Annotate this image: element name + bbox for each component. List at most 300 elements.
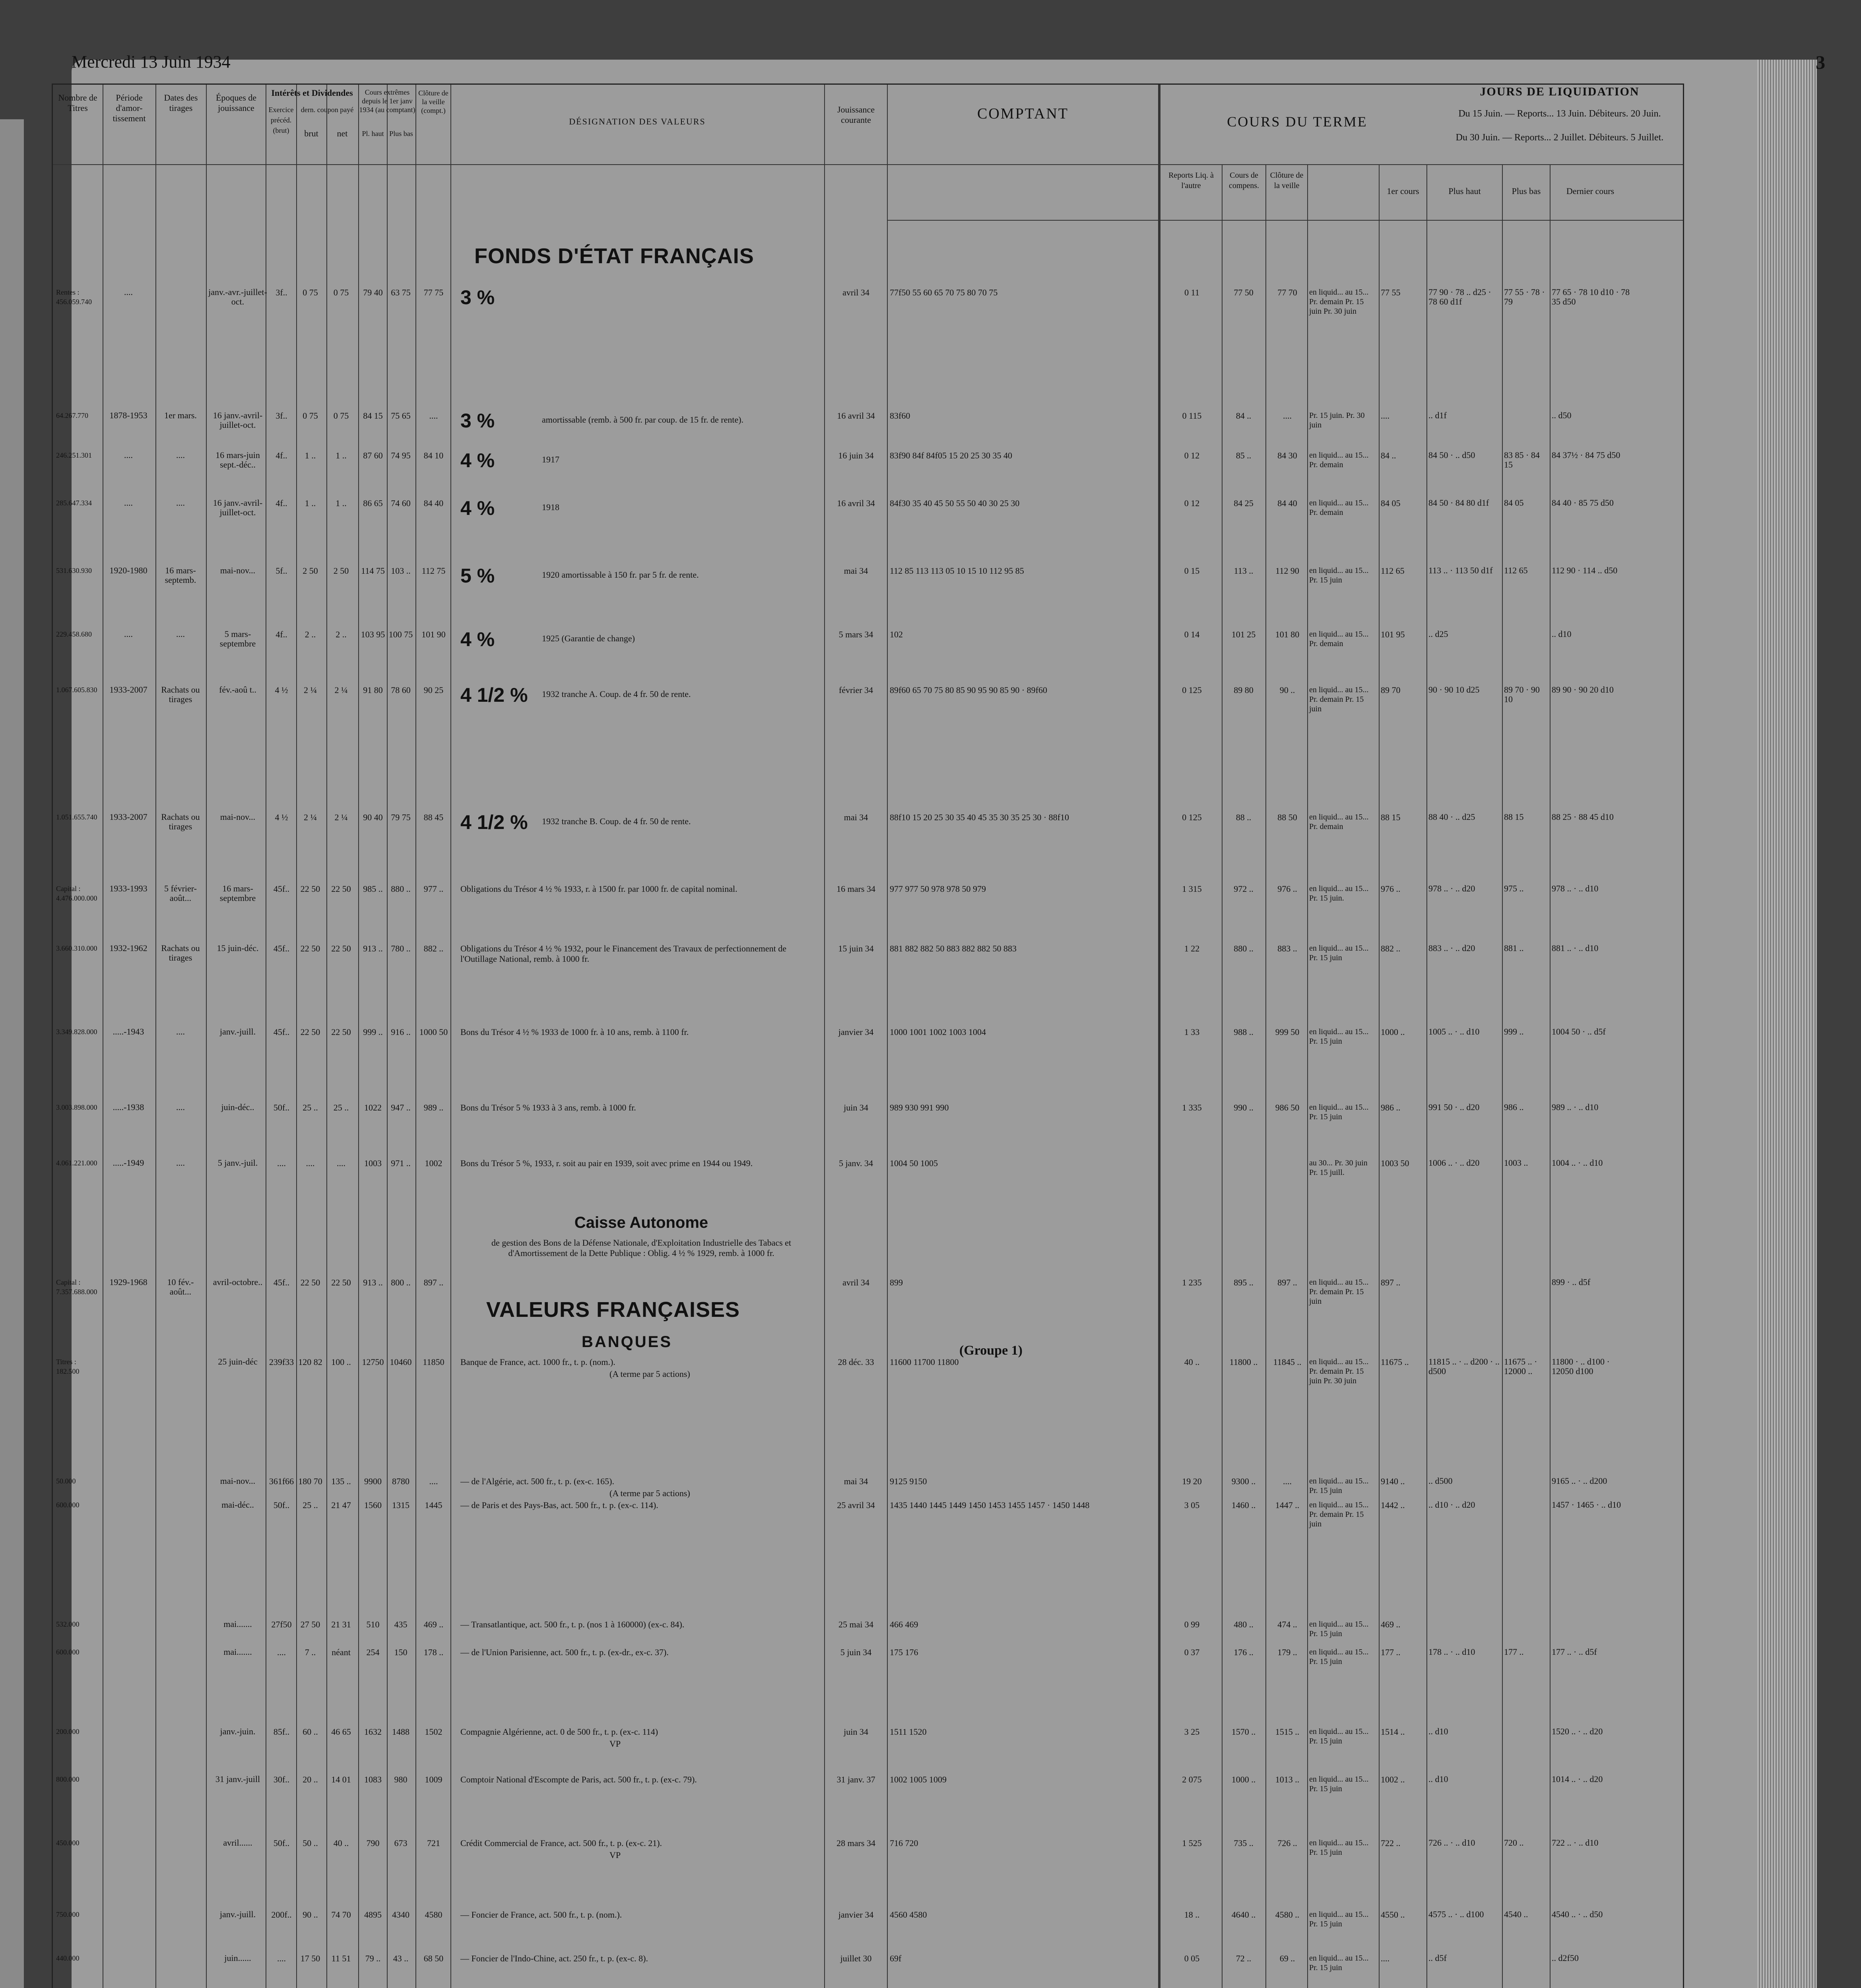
plus-haut-terme: 77 90 · 78 .. d25 · 78 60 d1f (1428, 287, 1491, 307)
cours-plus-bas: 8780 (392, 1476, 409, 1486)
cloture-veille: 101 90 (421, 629, 446, 639)
table-row (53, 1277, 1683, 1306)
cours-compens: 4640 .. (1231, 1910, 1256, 1920)
nombre-titres: 3.660.310.000 (56, 944, 97, 952)
col-header-net: net (337, 128, 348, 138)
cours-compens: 1000 .. (1231, 1774, 1256, 1784)
dernier-cours: 989 .. · .. d10 (1552, 1102, 1599, 1112)
table-row (53, 1727, 1683, 1751)
cloture-veille-terme: 179 .. (1277, 1647, 1297, 1657)
cours-compens: 89 80 (1234, 685, 1254, 695)
comptant-cours: 84f30 35 40 45 50 55 50 40 30 25 30 (890, 498, 1020, 508)
cloture-veille: 1502 (425, 1727, 442, 1737)
exercice-precedent: 50f.. (273, 1103, 290, 1112)
jouissance-courante: 28 déc. 33 (838, 1357, 874, 1367)
coupon-brut: 1 .. (305, 450, 316, 460)
exercice-precedent: 200f.. (271, 1910, 292, 1920)
col-header-dern-coupon: dern. coupon payé (301, 106, 354, 114)
cours-plus-bas: 150 (394, 1647, 408, 1657)
liquidation-labels: en liquid... au 15... Pr. demain Pr. 15 juin (1309, 1501, 1369, 1528)
comptant-cours: 1002 1005 1009 (890, 1774, 947, 1784)
reports: 1 22 (1184, 944, 1200, 953)
coupon-brut: 7 .. (305, 1647, 316, 1657)
cloture-veille-terme: 4580 .. (1275, 1910, 1300, 1920)
col-header-periode: Période d'amor- tissement (113, 93, 146, 123)
dernier-cours: 9165 .. · .. d200 (1552, 1476, 1607, 1486)
col-header-jouissance: Jouissance courante (837, 105, 875, 125)
coupon-brut: 27 50 (300, 1619, 320, 1629)
jouissance-courante: février 34 (838, 685, 873, 695)
nombre-titres: 229.458.680 (56, 630, 92, 638)
designation-detail: VP (609, 1850, 621, 1860)
cloture-veille-terme: .... (1283, 1476, 1292, 1486)
cours-compens: 176 .. (1234, 1647, 1254, 1657)
cours-plus-haut: 79 40 (363, 287, 383, 297)
liquidation-labels: en liquid... au 15... Pr. 15 juin (1309, 1910, 1369, 1928)
table-row (53, 498, 1683, 522)
periode-amortissement: 1920-1980 (109, 565, 147, 575)
cours-plus-bas: 971 .. (391, 1158, 411, 1168)
designation: — Foncier de France, act. 500 fr., t. p. (nom.). (460, 1910, 622, 1920)
designation: Banque de France, act. 1000 fr., t. p. (nom.). (460, 1357, 615, 1367)
cloture-veille-terme: 883 .. (1277, 944, 1297, 953)
col-header-designation: DÉSIGNATION DES VALEURS (569, 116, 706, 126)
cloture-veille-terme: 88 50 (1277, 812, 1297, 822)
designation: 3 % (460, 286, 495, 309)
reports: 19 20 (1182, 1476, 1202, 1486)
cloture-veille-terme: 976 .. (1277, 884, 1297, 894)
cloture-veille: 1445 (425, 1500, 442, 1510)
premier-cours: 722 .. (1381, 1838, 1401, 1848)
cours-plus-haut: 86 65 (363, 498, 383, 508)
dates-tirages: Rachats ou tirages (161, 812, 200, 831)
periode-amortissement: .... (124, 629, 133, 639)
col-rule (1222, 164, 1223, 1988)
col-header-comptant: COMPTANT (977, 105, 1069, 122)
exercice-precedent: 4f.. (276, 450, 287, 460)
left-page-edge (0, 119, 24, 1988)
cloture-veille: 112 75 (421, 566, 446, 576)
cloture-veille-terme: 112 90 (1275, 566, 1299, 576)
premier-cours: .... (1381, 1953, 1389, 1963)
cours-plus-bas: 780 .. (391, 944, 411, 953)
premier-cours: 882 .. (1381, 944, 1401, 953)
cours-compens: 1460 .. (1231, 1500, 1256, 1510)
cloture-veille-terme: 474 .. (1277, 1619, 1297, 1629)
premier-cours: 469 .. (1381, 1619, 1401, 1629)
coupon-net: 40 .. (333, 1838, 349, 1848)
coupon-brut: 1 .. (305, 498, 316, 508)
epoque-jouissance: 5 mars-septembre (219, 629, 256, 648)
nombre-titres: Capital : 4.476.000.000 (56, 885, 97, 902)
reports: 1 315 (1182, 884, 1202, 894)
liquidation-labels: en liquid... au 15... Pr. demain Pr. 15 juin Pr. 30 juin (1309, 288, 1369, 316)
liquidation-line-1: Du 15 Juin. — Reports... 13 Juin. Débiteurs. 20 Juin. (1458, 109, 1661, 119)
cloture-veille: 68 50 (423, 1953, 444, 1963)
designation-detail: 1932 tranche A. Coup. de 4 fr. 50 de rente. (542, 689, 691, 699)
coupon-net: 0 75 (333, 411, 349, 421)
cours-plus-haut: 913 .. (363, 1277, 383, 1287)
dernier-cours: 1520 .. · .. d20 (1552, 1726, 1603, 1736)
jouissance-courante: juin 34 (844, 1103, 868, 1112)
exercice-precedent: 5f.. (276, 566, 287, 576)
cloture-veille: .... (429, 411, 438, 421)
coupon-brut: 2 ¼ (304, 685, 317, 695)
epoque-jouissance: janv.-avr.-juillet-oct. (208, 287, 267, 307)
designation: 3 % (460, 410, 495, 432)
dernier-cours: 1004 50 · .. d5f (1552, 1027, 1606, 1037)
comptant-cours: 716 720 (890, 1838, 918, 1848)
col-header-nombre: Nombre de Titres (58, 93, 97, 113)
dernier-cours: 88 25 · 88 45 d10 (1552, 812, 1614, 822)
epoque-jouissance: juin-déc.. (221, 1102, 254, 1112)
plus-bas-terme: 1003 .. (1504, 1158, 1528, 1168)
designation: Compagnie Algérienne, act. 0 de 500 fr., t. p. (ex-c. 114) (460, 1727, 658, 1737)
dernier-cours: 1004 .. · .. d10 (1552, 1158, 1603, 1168)
col-header-plus-haut: Pl. haut (362, 130, 384, 138)
periode-amortissement: 1933-2007 (109, 685, 147, 695)
cours-compens: 72 .. (1236, 1953, 1252, 1963)
jouissance-courante: juillet 30 (840, 1953, 872, 1963)
plus-haut-terme: 1005 .. · .. d10 (1428, 1027, 1480, 1037)
comptant-cours: 89f60 65 70 75 80 85 90 95 90 85 90 · 89f60 (890, 685, 1047, 695)
cours-plus-bas: 78 60 (391, 685, 411, 695)
cloture-veille-terme: 1515 .. (1275, 1727, 1300, 1737)
plus-haut-terme: 978 .. · .. d20 (1428, 883, 1475, 893)
dernier-cours: .. d10 (1552, 629, 1572, 639)
dernier-cours: 722 .. · .. d10 (1552, 1838, 1599, 1848)
table-row (53, 1838, 1683, 1862)
coupon-net: 46 65 (331, 1727, 351, 1737)
designation: 4 1/2 % (460, 811, 528, 833)
coupon-brut: 2 50 (303, 566, 318, 576)
plus-haut-terme: 90 · 90 10 d25 (1428, 685, 1480, 695)
dernier-cours: 84 37½ · 84 75 d50 (1552, 450, 1620, 460)
epoque-jouissance: janv.-juin. (220, 1726, 256, 1736)
coupon-brut: .... (306, 1158, 315, 1168)
cloture-veille-terme: 101 80 (1275, 629, 1300, 639)
liquidation-labels: en liquid... au 15... Pr. 15 juin (1309, 944, 1369, 962)
cours-plus-bas: 75 65 (391, 411, 411, 421)
plus-haut-terme: .. d500 (1428, 1476, 1453, 1486)
designation-detail: 1918 (542, 502, 559, 512)
reports: 1 335 (1182, 1103, 1202, 1112)
premier-cours: 88 15 (1381, 812, 1401, 822)
designation-detail: amortissable (remb. à 500 fr. par coup. de 15 fr. de rente). (542, 415, 744, 425)
nombre-titres: 532.000 (56, 1620, 80, 1628)
nombre-titres: 800.000 (56, 1775, 80, 1783)
epoque-jouissance: janv.-juill. (219, 1027, 256, 1037)
exercice-precedent: 45f.. (273, 1027, 290, 1037)
table-row (53, 450, 1683, 474)
dernier-cours: 1457 · 1465 · .. d10 (1552, 1500, 1621, 1510)
page-number: 3 (1816, 52, 1825, 73)
jouissance-courante: mai 34 (844, 1476, 868, 1486)
coupon-net: 22 50 (331, 944, 351, 953)
cours-plus-haut: 79 .. (365, 1953, 381, 1963)
table-row (53, 812, 1683, 836)
dates-tirages: Rachats ou tirages (161, 943, 200, 963)
table-row (53, 944, 1683, 967)
cloture-veille-terme: 999 50 (1275, 1027, 1300, 1037)
cours-plus-bas: 4340 (392, 1910, 409, 1920)
comptant-cours: 881 882 882 50 883 882 882 50 883 (890, 944, 1017, 953)
nombre-titres: 50.000 (56, 1477, 76, 1485)
plus-bas-terme: 77 55 · 78 · 79 (1504, 287, 1545, 307)
periode-amortissement: .... (124, 287, 133, 297)
cours-plus-haut: 790 (366, 1838, 380, 1848)
liquidation-labels: en liquid... au 15... Pr. demain (1309, 451, 1369, 469)
cours-compens: 113 .. (1234, 566, 1254, 576)
plus-bas-terme: 999 .. (1504, 1027, 1524, 1037)
cloture-veille-terme: 84 30 (1277, 450, 1297, 460)
coupon-brut: 20 .. (303, 1774, 318, 1784)
plus-bas-terme: 83 85 · 84 15 (1504, 450, 1540, 470)
plus-haut-terme: 883 .. · .. d20 (1428, 943, 1475, 953)
coupon-net: 1 .. (336, 450, 347, 460)
col-rule (1426, 164, 1427, 1988)
liquidation-labels: en liquid... au 15... Pr. demain Pr. 15 juin (1309, 685, 1369, 713)
premier-cours: 84 .. (1381, 450, 1396, 460)
comptant-cours: 88f10 15 20 25 30 35 40 45 35 30 35 25 30 · 88f10 (890, 812, 1069, 822)
designation: 4 % (460, 497, 495, 519)
epoque-jouissance: avril...... (223, 1838, 252, 1848)
table-row (53, 884, 1683, 908)
col-header-exercice: Exercice précéd. (brut) (268, 106, 294, 134)
designation: 4 1/2 % (460, 684, 528, 706)
periode-amortissement: 1878-1953 (109, 410, 147, 420)
cloture-veille: 469 .. (423, 1619, 444, 1629)
table-row (53, 1953, 1683, 1977)
plus-bas-terme: 881 .. (1504, 943, 1524, 953)
col-rule (1307, 164, 1308, 1988)
cloture-veille-terme: 897 .. (1277, 1277, 1297, 1287)
cours-plus-haut: 1003 (364, 1158, 382, 1168)
header-rule (887, 220, 1683, 221)
liquidation-labels: en liquid... au 15... Pr. demain Pr. 15 juin (1309, 1278, 1369, 1306)
cloture-veille: 989 .. (423, 1103, 444, 1112)
reports: 0 05 (1184, 1953, 1200, 1963)
reports: 3 05 (1184, 1500, 1200, 1510)
plus-bas-terme: 975 .. (1504, 883, 1524, 893)
nombre-titres: 600.000 (56, 1501, 80, 1509)
nombre-titres: Rentes : 456.059.740 (56, 288, 92, 306)
col-header-plus-haut-terme: Plus haut (1448, 186, 1481, 196)
cloture-veille: 11850 (423, 1357, 444, 1367)
plus-haut-terme: 88 40 · .. d25 (1428, 812, 1475, 822)
cours-plus-bas: 1488 (392, 1727, 409, 1737)
exercice-precedent: 4f.. (276, 498, 287, 508)
reports: 0 11 (1184, 287, 1199, 297)
cloture-veille: 1009 (425, 1774, 442, 1784)
premier-cours: 177 .. (1381, 1647, 1401, 1657)
cours-plus-bas: 103 .. (391, 566, 411, 576)
nombre-titres: Titres : 182.500 (56, 1358, 80, 1375)
page-stack-edges (1757, 60, 1817, 1988)
designation: — de l'Algérie, act. 500 fr., t. p. (ex-c. 165). (460, 1476, 615, 1486)
periode-amortissement: .... (124, 450, 133, 460)
cours-plus-haut: 999 .. (363, 1027, 383, 1037)
cloture-veille: 721 (427, 1838, 440, 1848)
plus-bas-terme: 89 70 · 90 10 (1504, 685, 1540, 704)
cours-plus-haut: 84 15 (363, 411, 383, 421)
jouissance-courante: juin 34 (844, 1727, 868, 1737)
coupon-net: 11 51 (331, 1953, 351, 1963)
plus-haut-terme: .. d10 (1428, 1774, 1448, 1784)
cours-compens: 88 .. (1236, 812, 1252, 822)
cours-plus-bas: 10460 (390, 1357, 412, 1367)
cours-compens: 990 .. (1234, 1103, 1254, 1112)
col-header-cloture: Clôture de la veille (compt.) (418, 89, 448, 115)
cours-compens: 1570 .. (1231, 1727, 1256, 1737)
designation: 5 % (460, 565, 495, 587)
plus-haut-terme: .. d10 (1428, 1726, 1448, 1736)
col-header-dernier-cours: Dernier cours (1566, 186, 1615, 196)
coupon-brut: 22 50 (300, 944, 320, 953)
periode-amortissement: .....-1949 (113, 1158, 144, 1168)
premier-cours: .... (1381, 411, 1389, 421)
cloture-veille: 77 75 (423, 287, 444, 297)
dernier-cours: 112 90 · 114 .. d50 (1552, 565, 1618, 575)
epoque-jouissance: janv.-juill. (219, 1909, 256, 1919)
periode-amortissement: 1933-2007 (109, 812, 147, 822)
section-banques: BANQUES (582, 1333, 673, 1351)
coupon-net: 74 70 (331, 1910, 351, 1920)
comptant-cours: 899 (890, 1277, 903, 1287)
nombre-titres: 3.003.898.000 (56, 1103, 97, 1111)
epoque-jouissance: mai-nov... (220, 565, 256, 575)
coupon-brut: 22 50 (300, 884, 320, 894)
plus-haut-terme: .. d1f (1428, 410, 1447, 420)
cloture-veille-terme: 1013 .. (1275, 1774, 1300, 1784)
plus-bas-terme: 4540 .. (1504, 1909, 1528, 1919)
nombre-titres: 3.349.828.000 (56, 1028, 97, 1036)
plus-bas-terme: 88 15 (1504, 812, 1524, 822)
premier-cours: 986 .. (1381, 1103, 1401, 1112)
cours-compens: 972 .. (1234, 884, 1254, 894)
reports: 18 .. (1184, 1910, 1200, 1920)
epoque-jouissance: mai-nov... (220, 812, 256, 822)
cours-plus-bas: 63 75 (391, 287, 411, 297)
reports: 0 12 (1184, 498, 1200, 508)
coupon-brut: 0 75 (303, 411, 318, 421)
cours-plus-bas: 947 .. (391, 1103, 411, 1112)
jouissance-courante: 16 avril 34 (837, 498, 875, 508)
epoque-jouissance: 16 janv.-avril-juillet-oct. (213, 410, 263, 430)
cloture-veille: 977 .. (423, 884, 444, 894)
dates-tirages: .... (176, 498, 185, 508)
coupon-brut: 50 .. (303, 1838, 318, 1848)
periode-amortissement: 1932-1962 (109, 943, 147, 953)
liquidation-labels: Pr. 15 juin. Pr. 30 juin (1309, 411, 1365, 429)
comptant-cours: 9125 9150 (890, 1476, 927, 1486)
nombre-titres: 1.051.655.740 (56, 813, 97, 821)
epoque-jouissance: 31 janv.-juill (215, 1774, 260, 1784)
cours-plus-haut: 254 (366, 1647, 380, 1657)
jouissance-courante: janvier 34 (838, 1027, 874, 1037)
coupon-net: 22 50 (331, 1027, 351, 1037)
coupon-brut: 22 50 (300, 1277, 320, 1287)
liquidation-labels: en liquid... au 15... Pr. 15 juin (1309, 1839, 1369, 1857)
jouissance-courante: 31 janv. 37 (836, 1774, 875, 1784)
groupe-label: (Groupe 1) (959, 1343, 1023, 1358)
liquidation-labels: en liquid... au 15... Pr. 15 juin. (1309, 884, 1369, 903)
col-header-jours-liquidation: JOURS DE LIQUIDATION (1480, 85, 1640, 98)
caisse-autonome-text: de gestion des Bons de la Défense Nationale, d'Exploitation Industrielle des Tabacs et d'Amortissement de la Dette Publique : Oblig. 4 ½ % 1929, remb. à 1000 fr. (491, 1238, 792, 1258)
premier-cours: 89 70 (1381, 685, 1401, 695)
cours-plus-bas: 435 (394, 1619, 408, 1629)
col-header-cours-compens: Cours de compens. (1228, 171, 1259, 190)
designation-detail: VP (609, 1739, 621, 1749)
cours-compens: 77 50 (1234, 287, 1254, 297)
cours-plus-bas: 980 (394, 1774, 408, 1784)
coupon-net: 0 75 (333, 287, 349, 297)
epoque-jouissance: mai-nov... (220, 1476, 256, 1486)
nombre-titres: 1.067.605.830 (56, 686, 97, 694)
exercice-precedent: 4 ½ (275, 812, 288, 822)
exercice-precedent: 4 ½ (275, 685, 288, 695)
cours-plus-haut: 1022 (364, 1103, 382, 1112)
table-row (53, 1027, 1683, 1051)
dates-tirages: .... (176, 629, 185, 639)
dernier-cours: .. d50 (1552, 410, 1572, 420)
coupon-net: 25 .. (333, 1103, 349, 1112)
epoque-jouissance: 5 janv.-juil. (217, 1158, 258, 1168)
cloture-veille-terme: 11845 .. (1273, 1357, 1302, 1367)
cours-compens: 9300 .. (1231, 1476, 1256, 1486)
periode-amortissement: 1929-1968 (109, 1277, 147, 1287)
cours-plus-haut: 1632 (364, 1727, 382, 1737)
cloture-veille: .... (429, 1476, 438, 1486)
col-header-premier-cours: 1er cours (1387, 186, 1419, 196)
nombre-titres: 64.267.770 (56, 412, 88, 419)
dates-tirages: 10 fév.-août... (167, 1277, 194, 1297)
cours-compens: 735 .. (1234, 1838, 1254, 1848)
dernier-cours: 11800 · .. d100 · 12050 d100 (1552, 1357, 1610, 1376)
nombre-titres: 450.000 (56, 1839, 80, 1847)
liquidation-labels: en liquid... au 15... Pr. 15 juin (1309, 1775, 1369, 1793)
reports: 40 .. (1184, 1357, 1200, 1367)
dernier-cours: 1014 .. · .. d20 (1552, 1774, 1603, 1784)
comptant-cours: 112 85 113 113 05 10 15 10 112 95 85 (890, 566, 1024, 576)
plus-haut-terme: 84 50 · 84 80 d1f (1428, 498, 1489, 508)
cloture-veille: 1000 50 (419, 1027, 448, 1037)
table-row (53, 1647, 1683, 1671)
premier-cours: 897 .. (1381, 1277, 1401, 1287)
designation-detail: (A terme par 5 actions) (609, 1488, 690, 1498)
premier-cours: 1442 .. (1381, 1500, 1405, 1510)
comptant-cours: 83f60 (890, 411, 910, 421)
coupon-net: 2 .. (336, 629, 347, 639)
comptant-cours: 69f (890, 1953, 902, 1963)
coupon-brut: 2 ¼ (304, 812, 317, 822)
premier-cours: 1514 .. (1381, 1727, 1405, 1737)
jouissance-courante: 28 mars 34 (836, 1838, 875, 1848)
premier-cours: 4550 .. (1381, 1910, 1405, 1920)
coupon-net: 22 50 (331, 884, 351, 894)
liquidation-labels: en liquid... au 15... Pr. 15 juin (1309, 1103, 1369, 1121)
exercice-precedent: 50f.. (273, 1838, 290, 1848)
periode-amortissement: 1933-1993 (109, 883, 147, 893)
table-row (53, 286, 1683, 316)
exercice-precedent: 27f50 (271, 1619, 292, 1629)
designation-detail: 1920 amortissable à 150 fr. par 5 fr. de rente. (542, 570, 699, 580)
epoque-jouissance: 16 mars-juin sept.-déc.. (215, 450, 260, 470)
nombre-titres: 440.000 (56, 1954, 80, 1962)
plus-haut-terme: .. d10 · .. d20 (1428, 1500, 1475, 1510)
dernier-cours: 77 65 · 78 10 d10 · 78 35 d50 (1552, 287, 1630, 307)
liquidation-labels: en liquid... au 15... Pr. 15 juin (1309, 1477, 1369, 1495)
